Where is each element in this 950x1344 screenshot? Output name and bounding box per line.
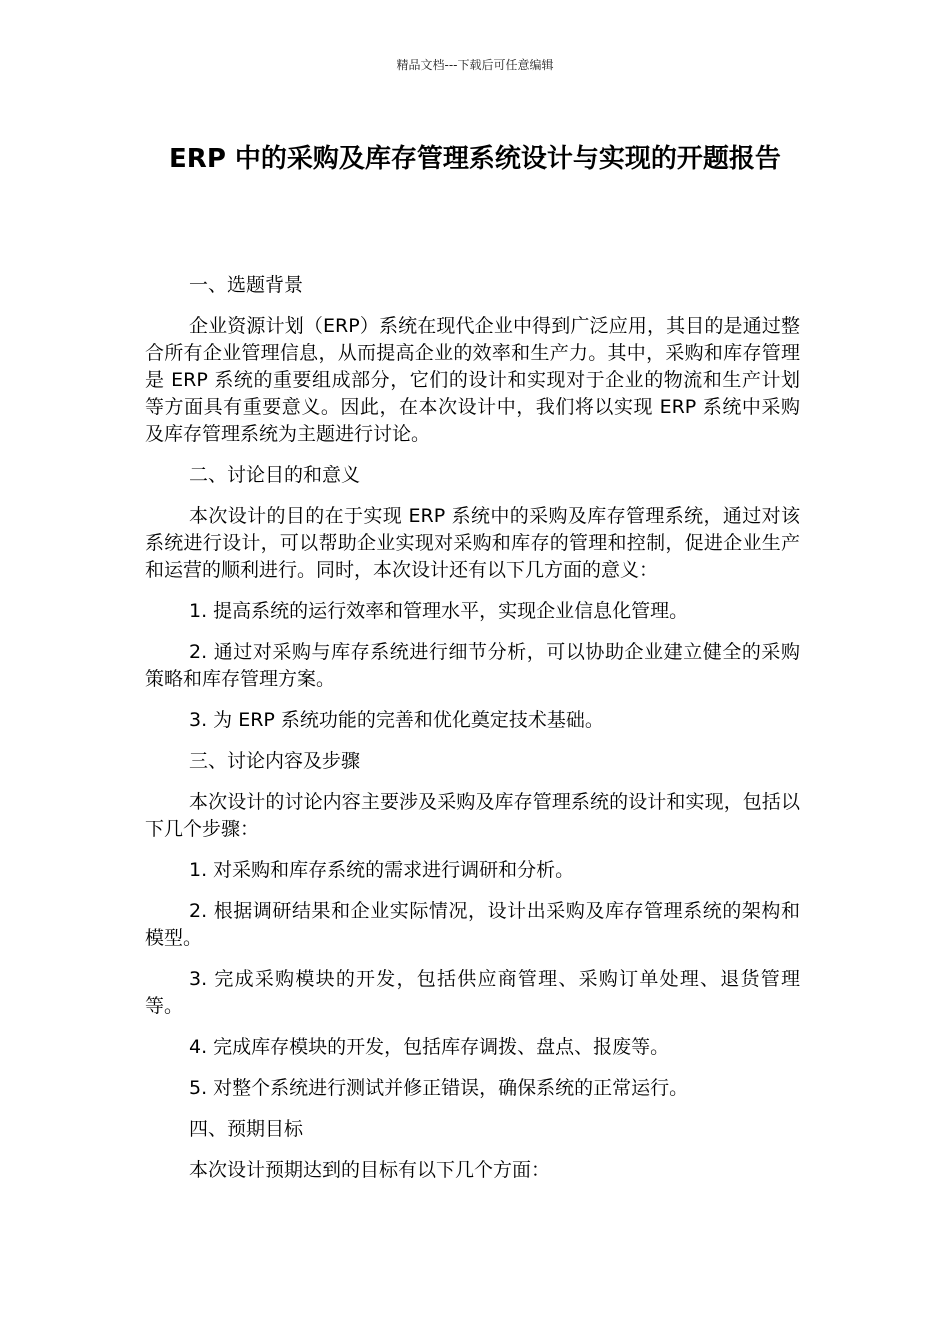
paragraph-content: 本次设计的讨论内容主要涉及采购及库存管理系统的设计和实现，包括以下几个步骤： bbox=[145, 791, 800, 840]
list-item: 3. 完成采购模块的开发，包括供应商管理、采购订单处理、退货管理等。 bbox=[145, 968, 800, 1017]
list-item: 2. 通过对采购与库存系统进行细节分析，可以协助企业建立健全的采购策略和库存管理方案。 bbox=[145, 641, 800, 690]
list-item: 1. 对采购和库存系统的需求进行调研和分析。 bbox=[189, 859, 575, 881]
list-item: 5. 对整个系统进行测试并修正错误，确保系统的正常运行。 bbox=[189, 1077, 689, 1099]
paragraph-goals: 本次设计预期达到的目标有以下几个方面： bbox=[189, 1159, 551, 1181]
section-heading-content: 三、讨论内容及步骤 bbox=[189, 750, 361, 772]
section-heading-background: 一、选题背景 bbox=[189, 274, 304, 296]
section-heading-purpose: 二、讨论目的和意义 bbox=[189, 464, 361, 486]
section-heading-goals: 四、预期目标 bbox=[189, 1118, 304, 1140]
header-note: 精品文档---下载后可任意编辑 bbox=[396, 58, 554, 72]
paragraph-purpose: 本次设计的目的在于实现 ERP 系统中的采购及库存管理系统，通过对该系统进行设计，可以帮助企业实现对采购和库存的管理和控制，促进企业生产和运营的顺利进行。同时，本次设计还有以下几方面的意义： bbox=[145, 505, 800, 581]
paragraph-background: 企业资源计划（ERP）系统在现代企业中得到广泛应用，其目的是通过整合所有企业管理信息，从而提高企业的效率和生产力。其中，采购和库存管理是 ERP 系统的重要组成部分，它们的设计和实现对于企业的物流和生产计划等方面具有重要意义。因此，在本次设计中，我们将以实现 ERP 系统中采购及库存管理系统为主题进行讨论。 bbox=[145, 315, 800, 445]
list-item: 3. 为 ERP 系统功能的完善和优化奠定技术基础。 bbox=[189, 709, 604, 731]
list-item: 4. 完成库存模块的开发，包括库存调拨、盘点、报废等。 bbox=[189, 1036, 670, 1058]
document-body bbox=[145, 272, 800, 1198]
list-item: 2. 根据调研结果和企业实际情况，设计出采购及库存管理系统的架构和模型。 bbox=[145, 900, 800, 949]
document-title: ERP 中的采购及库存管理系统设计与实现的开题报告 bbox=[169, 144, 781, 174]
list-item: 1. 提高系统的运行效率和管理水平，实现企业信息化管理。 bbox=[189, 600, 689, 622]
